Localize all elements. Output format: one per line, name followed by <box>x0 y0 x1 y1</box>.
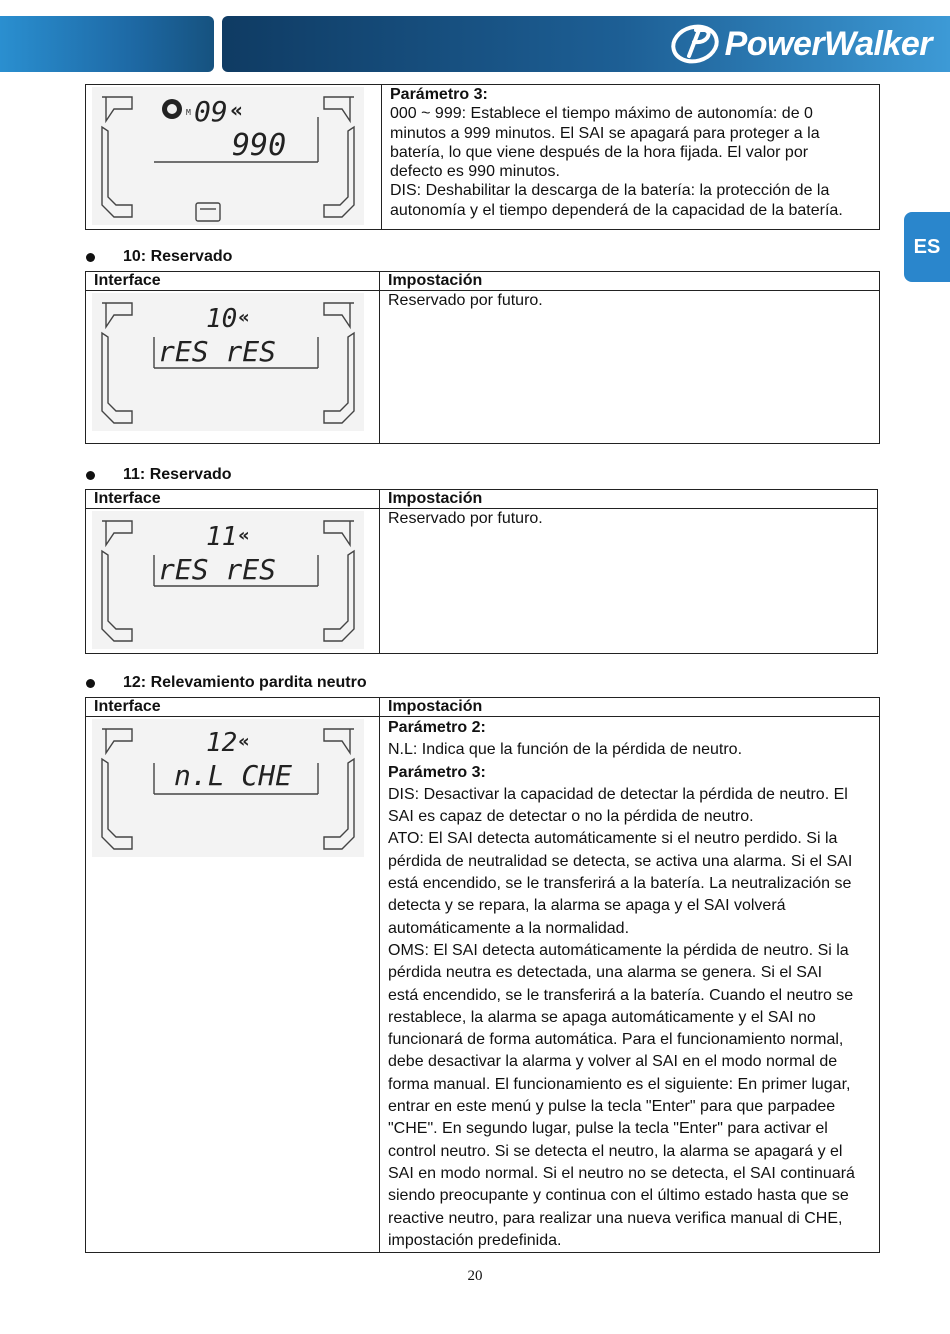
section-title: 10: Reservado <box>123 248 233 265</box>
setting-text: Reservado por futuro. <box>388 292 543 309</box>
svg-text:«: « <box>238 525 250 546</box>
page-number: 20 <box>467 1268 483 1284</box>
lcd-display-icon <box>92 719 364 857</box>
param3-title: Parámetro 3: <box>388 763 486 781</box>
column-header-interface: Interface <box>86 490 380 509</box>
line: batería, lo que viene después de la hora fijada. El valor por <box>390 143 809 161</box>
line: impostación predefinida. <box>388 1231 562 1249</box>
line: debe desactivar la alarma y volver al SAI en el modo normal de <box>388 1053 838 1071</box>
lcd-display-icon <box>92 87 364 225</box>
lcd-code: 10 <box>206 304 238 334</box>
column-header-interface: Interface <box>86 272 380 291</box>
line: minutos a 999 minutos. El SAI se apagará para proteger a la <box>390 124 820 142</box>
line: siendo preocupante y continua con el último estado hasta que se <box>388 1187 849 1205</box>
lcd-value: 990 <box>232 128 287 163</box>
line: OMS: El SAI detecta automáticamente la pérdida de neutro. Si la <box>388 941 849 959</box>
line: autonomía y el tiempo dependerá de la capacidad de la batería. <box>390 201 843 219</box>
param2-title: Parámetro 2: <box>388 719 486 736</box>
setting-text: Reservado por futuro. <box>388 510 543 527</box>
bullet-icon <box>86 471 95 480</box>
lcd-cell <box>86 85 382 230</box>
line: pérdida neutra es detectada, una alarma se genera. Si el SAI <box>388 964 823 982</box>
line: está encendido, se le transferirá a la batería. La neutralización se <box>388 875 852 893</box>
line: está encendido, se le transferirá a la batería. Cuando el neutro se <box>388 986 854 1004</box>
svg-text:«: « <box>230 98 243 122</box>
line: detecta y se repara, la alarma se apaga y el SAI volverá <box>388 897 786 915</box>
line: reactive neutro, para realizar una nueva verifica manual di CHE, <box>388 1209 843 1227</box>
line: DIS: Desactivar la capacidad de detectar la pérdida de neutro. El <box>388 785 848 803</box>
svg-text:«: « <box>238 307 250 328</box>
line: DIS: Deshabilitar la descarga de la batería: la protección de la <box>390 182 830 200</box>
section-title: 11: Reservado <box>123 466 232 483</box>
section-title: 12: Relevamiento pardita neutro <box>123 674 367 691</box>
line: defecto es 990 minutos. <box>390 163 560 181</box>
line: forma manual. El funcionamiento es el siguiente: En primer lugar, <box>388 1075 851 1093</box>
line: funcionará de forma automática. Para el funcionamiento normal, <box>388 1031 844 1049</box>
table-section-9 <box>85 84 880 230</box>
line: "CHE". En segundo lugar, pulse la tecla "Enter" para activar el <box>388 1120 828 1138</box>
section-10-heading <box>86 248 232 266</box>
table-section-10 <box>85 271 880 444</box>
line: SAI es capaz de detectar o no la pérdida de neutro. <box>388 808 754 826</box>
lcd-code: 11 <box>206 522 238 552</box>
bullet-icon <box>86 679 95 688</box>
header-bar-left <box>0 16 214 72</box>
column-header-setting: Impostación <box>380 490 878 509</box>
lcd-cell <box>86 717 380 1253</box>
table-section-11 <box>85 489 878 654</box>
line: ATO: El SAI detecta automáticamente si el neutro perdido. Si la <box>388 830 838 848</box>
lcd-code: 12 <box>206 728 238 758</box>
line: N.L: Indica que la función de la pérdida de neutro. <box>388 741 743 759</box>
line: pérdida de neutralidad se detecta, se activa una alarma. Si el SAI <box>388 852 853 870</box>
powerwalker-logo-icon <box>669 22 721 66</box>
setting-cell <box>380 291 880 444</box>
section-12-heading <box>86 674 367 692</box>
setting-cell <box>380 509 878 654</box>
lcd-value: rES rES <box>158 553 277 586</box>
lcd-display-icon <box>92 511 364 649</box>
lcd-value: rES rES <box>158 335 277 368</box>
language-tab[interactable]: ES <box>904 212 950 282</box>
section-11-heading <box>86 466 232 484</box>
brand-name: PowerWalker <box>724 25 932 63</box>
table-section-12 <box>85 697 880 1253</box>
brand-logo <box>669 22 932 66</box>
lcd-value: n.L CHE <box>174 759 293 792</box>
line: entrar en este menú y pulse la tecla "Enter" para que parpadee <box>388 1098 836 1116</box>
svg-text:«: « <box>238 731 250 752</box>
column-header-setting: Impostación <box>380 698 880 717</box>
line: 000 ~ 999: Establece el tiempo máximo de autonomía: de 0 <box>390 105 813 123</box>
line: restablece, la alarma se apaga automáticamente y el SAI no <box>388 1008 816 1026</box>
line: SAI en modo normal. Si el neutro no se detecta, el SAI continuará <box>388 1164 855 1182</box>
line: automáticamente a la normalidad. <box>388 919 630 937</box>
lcd-cell <box>86 291 380 444</box>
param3-title: Parámetro 3: <box>390 86 488 103</box>
column-header-interface: Interface <box>86 698 380 717</box>
svg-text:M: M <box>186 108 191 117</box>
lcd-display-icon <box>92 293 364 431</box>
bullet-icon <box>86 253 95 262</box>
lcd-code: 09 <box>194 95 228 128</box>
setting-cell <box>382 85 880 230</box>
setting-cell <box>380 717 880 1253</box>
lcd-cell <box>86 509 380 654</box>
line: control neutro. Si se detecta el neutro, la alarma se apagará y el <box>388 1142 843 1160</box>
column-header-setting: Impostación <box>380 272 880 291</box>
